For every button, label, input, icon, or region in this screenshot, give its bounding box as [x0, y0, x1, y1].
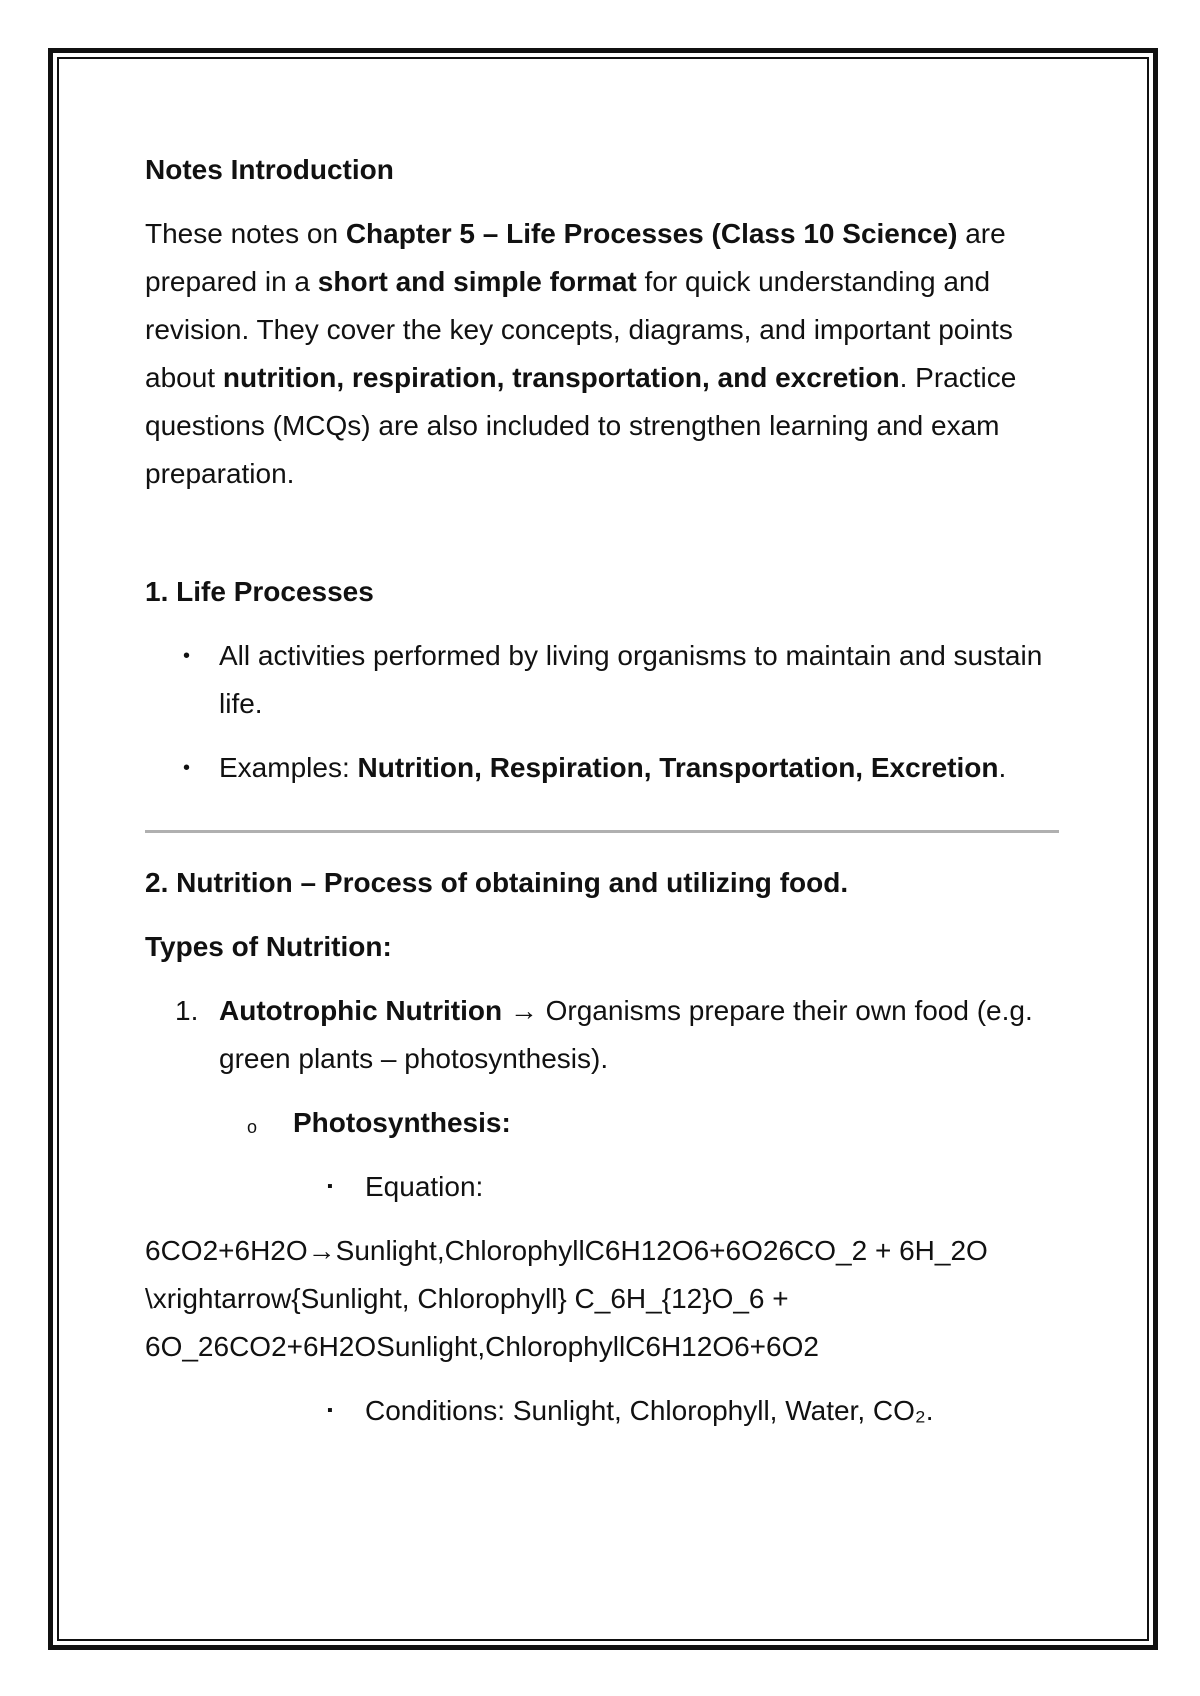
item-number: 1.: [175, 995, 199, 1026]
conditions-text: Conditions: Sunlight, Chlorophyll, Water, CO₂.: [365, 1395, 934, 1426]
list-item: [145, 1099, 1065, 1147]
section1-bullet2-prefix: Examples:: [219, 752, 358, 783]
section1-bullet2-suffix: .: [998, 752, 1007, 783]
equation-text: 6CO2+6H2O→Sunlight,ChlorophyllC6H12O6+6O26CO_2 + 6H_2O \xrightarrow{Sunlight, Chlorophyll} C_6H_{12}O_6 + 6O_26CO2+6H2OSunlight,ChlorophyllC6H12O6+6O2: [145, 1235, 988, 1362]
square-bullet-icon: ▪: [327, 1402, 333, 1419]
types-heading: Types of Nutrition:: [145, 931, 392, 962]
section1-bullet2-bold: Nutrition, Respiration, Transportation, Excretion: [357, 752, 999, 783]
horizontal-divider: [145, 830, 1059, 833]
autotrophic-label: Autotrophic Nutrition: [219, 995, 503, 1026]
section2-heading: 2. Nutrition – Process of obtaining and utilizing food.: [145, 867, 849, 898]
intro-bold-3: nutrition, respiration, transportation, and excretion: [222, 362, 900, 393]
intro-text-3: for quick understanding and revision. They cover the key concepts, diagrams, and important points about: [145, 266, 1013, 393]
section1-bullet1-text: All activities performed by living organisms to maintain and sustain life.: [219, 640, 1043, 719]
circle-bullet-icon: o: [247, 1117, 258, 1137]
intro-paragraph: [145, 210, 1065, 498]
list-item: [145, 1387, 1065, 1435]
document-content: [145, 146, 1065, 1435]
section1-heading: 1. Life Processes: [145, 576, 374, 607]
bullet-icon: •: [183, 757, 191, 779]
list-item: [145, 744, 1065, 792]
intro-text-4: . Practice questions (MCQs) are also included to strengthen learning and exam preparation.: [145, 362, 1017, 489]
autotrophic-text: → Organisms prepare their own food (e.g. green plants – photosynthesis).: [219, 995, 1033, 1074]
intro-text-2: are prepared in a: [145, 218, 1006, 297]
intro-bold-2: short and simple format: [317, 266, 637, 297]
bullet-icon: •: [183, 645, 191, 667]
square-bullet-icon: ▪: [327, 1178, 333, 1195]
equation-label: Equation:: [365, 1171, 484, 1202]
list-item: [145, 987, 1065, 1083]
photosynthesis-label: Photosynthesis:: [293, 1107, 511, 1138]
intro-text-1: These notes on: [145, 218, 346, 249]
list-item: [145, 1163, 1065, 1211]
intro-heading: Notes Introduction: [145, 154, 394, 185]
intro-bold-1: Chapter 5 – Life Processes (Class 10 Science): [345, 218, 958, 249]
list-item: [145, 632, 1065, 728]
